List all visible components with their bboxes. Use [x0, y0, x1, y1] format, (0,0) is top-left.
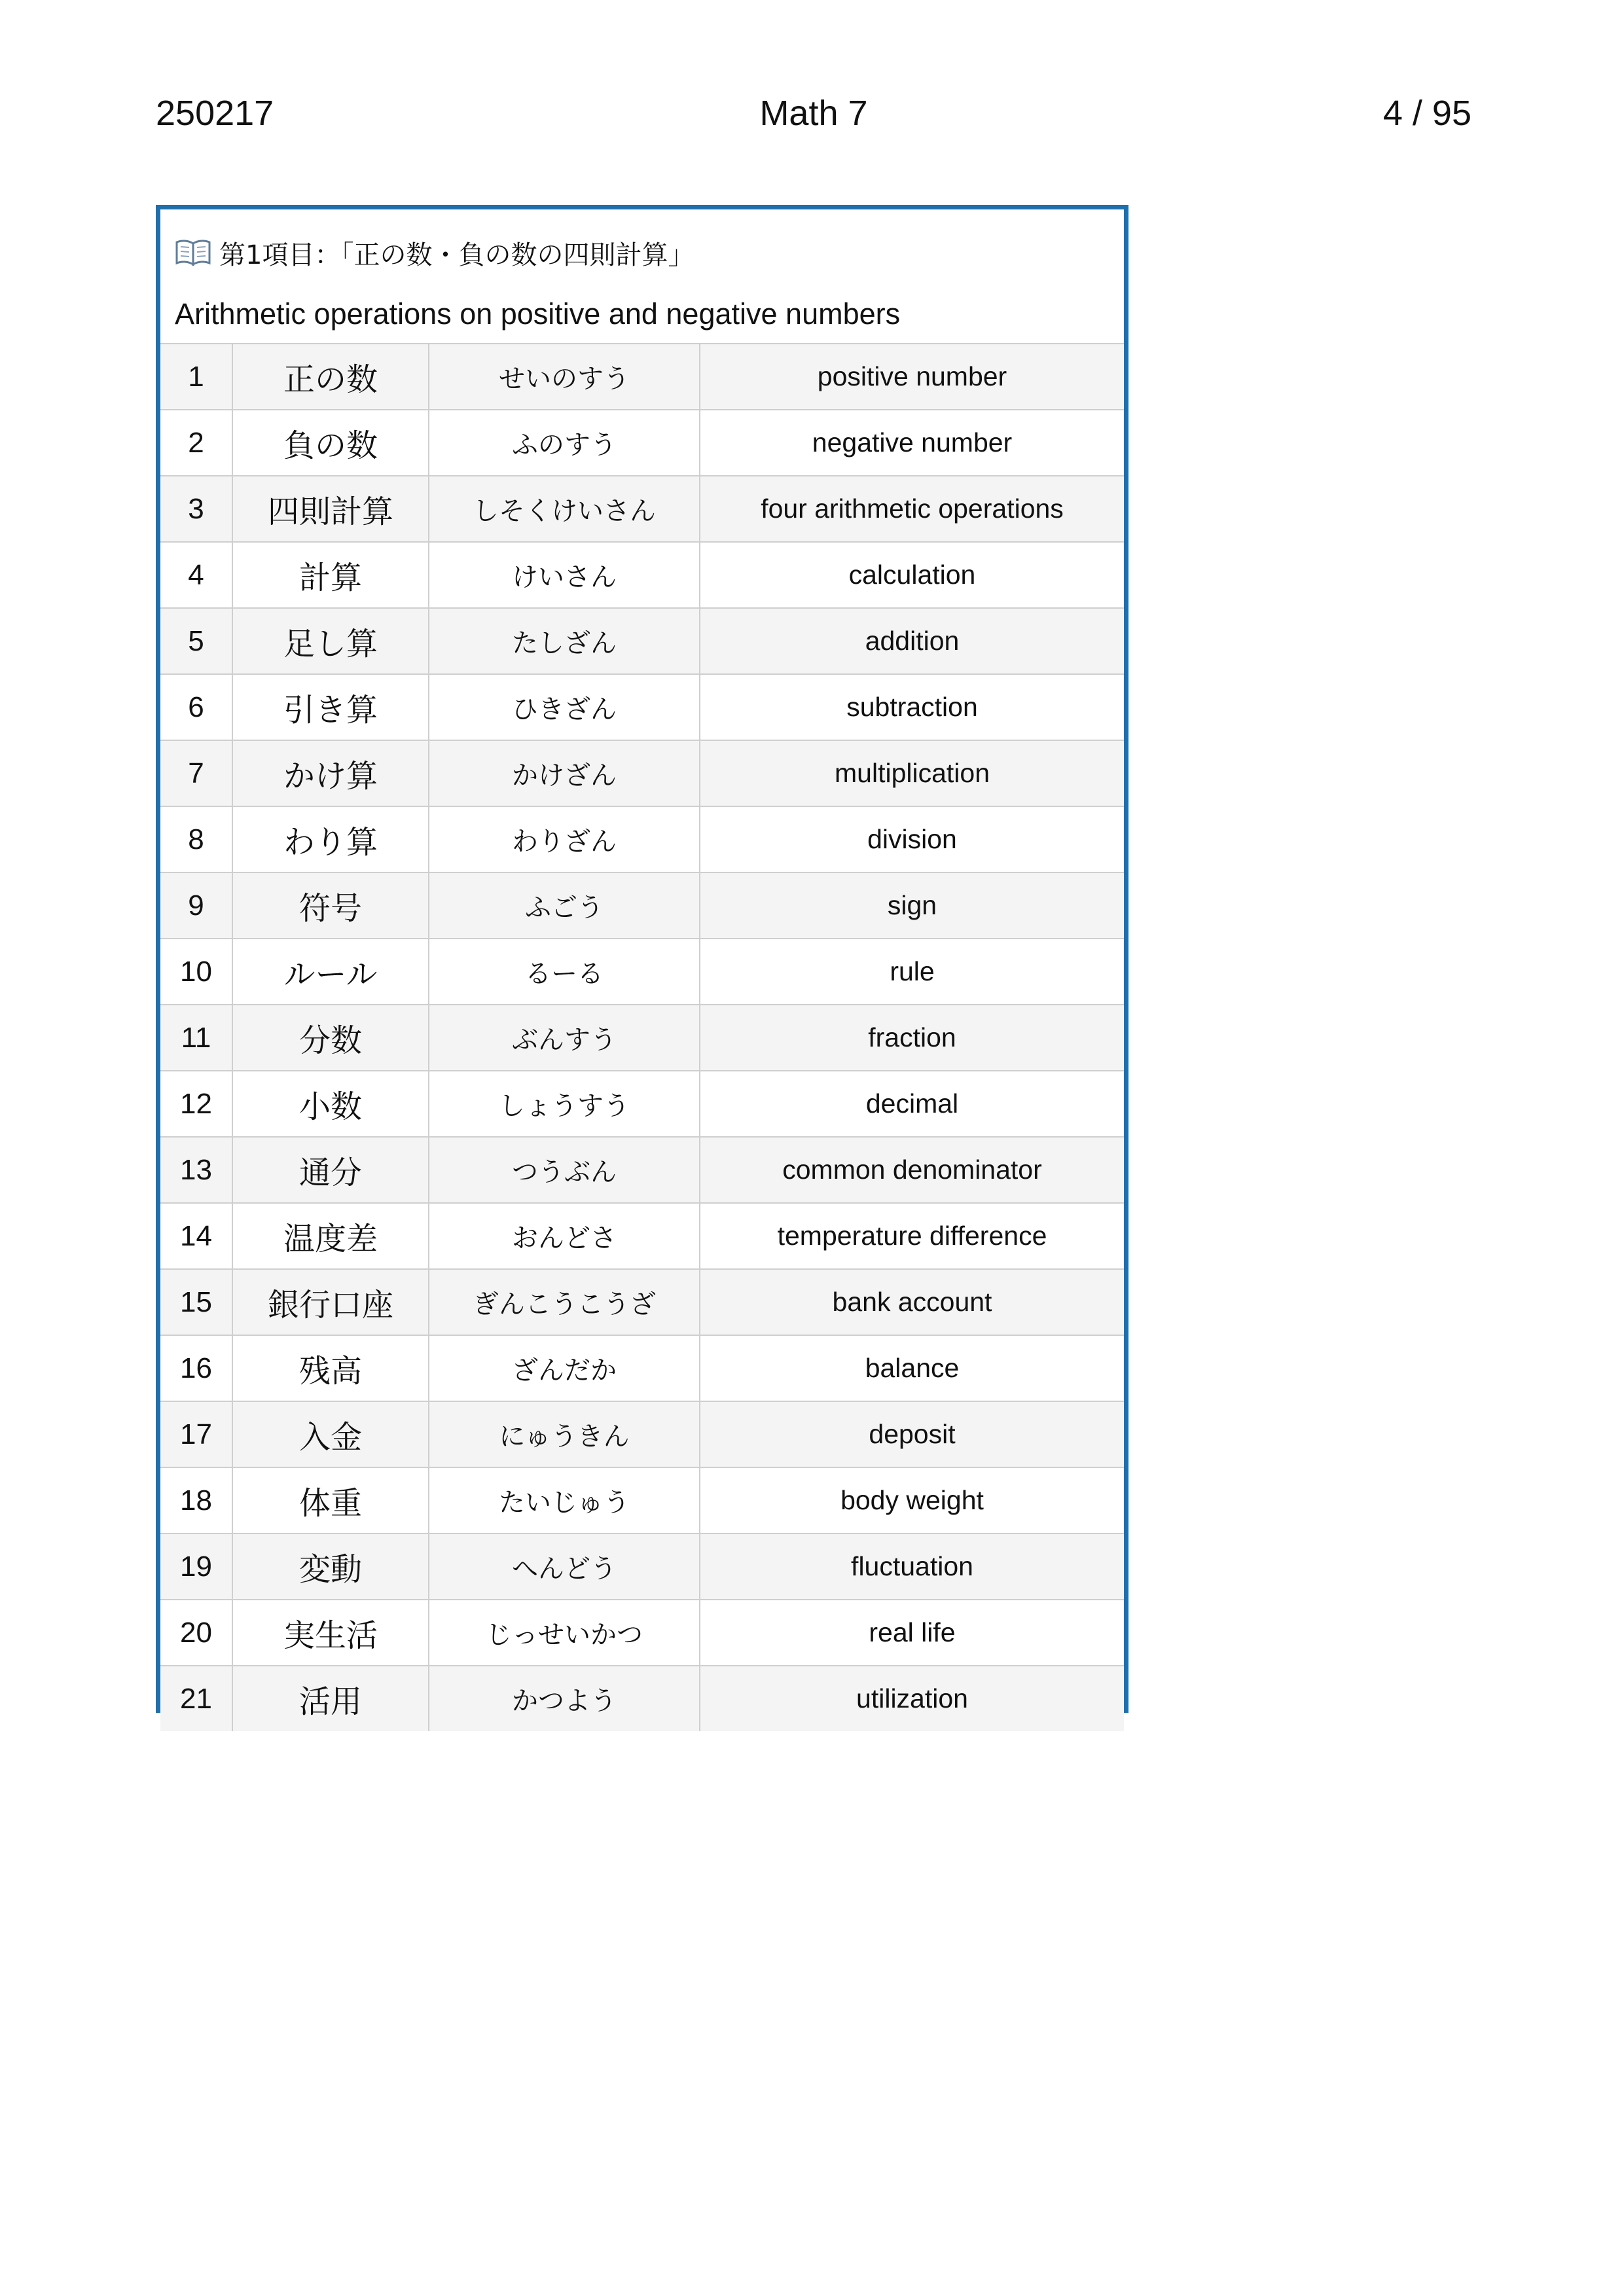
header-title: Math 7 [759, 94, 868, 133]
table-row [160, 1269, 1124, 1335]
japanese-term: 小数 [232, 1071, 429, 1137]
row-number: 6 [160, 674, 232, 740]
hiragana-reading: たいじゅう [429, 1467, 700, 1534]
hiragana-reading: ざんだか [429, 1335, 700, 1401]
english-translation: multiplication [700, 740, 1124, 806]
japanese-term: 活用 [232, 1666, 429, 1731]
row-number: 15 [160, 1269, 232, 1335]
japanese-term: 変動 [232, 1534, 429, 1600]
table-row [160, 806, 1124, 872]
hiragana-reading: せいのすう [429, 344, 700, 410]
row-number: 4 [160, 542, 232, 608]
table-row [160, 542, 1124, 608]
japanese-term: 足し算 [232, 608, 429, 674]
english-translation: calculation [700, 542, 1124, 608]
hiragana-reading: かけざん [429, 740, 700, 806]
hiragana-reading: へんどう [429, 1534, 700, 1600]
hiragana-reading: おんどさ [429, 1203, 700, 1269]
japanese-term: 通分 [232, 1137, 429, 1203]
english-translation: body weight [700, 1467, 1124, 1534]
japanese-term: 負の数 [232, 410, 429, 476]
row-number: 11 [160, 1005, 232, 1071]
open-book-icon [175, 238, 211, 267]
table-row [160, 1467, 1124, 1534]
section-subtitle: Arithmetic operations on positive and negative numbers [175, 297, 901, 331]
table-row [160, 1600, 1124, 1666]
hiragana-reading: じっせいかつ [429, 1600, 700, 1666]
header-page-number: 4 / 95 [1382, 94, 1471, 133]
japanese-term: 体重 [232, 1467, 429, 1534]
row-number: 20 [160, 1600, 232, 1666]
english-translation: common denominator [700, 1137, 1124, 1203]
english-translation: positive number [700, 344, 1124, 410]
row-number: 7 [160, 740, 232, 806]
row-number: 19 [160, 1534, 232, 1600]
english-translation: balance [700, 1335, 1124, 1401]
row-number: 14 [160, 1203, 232, 1269]
table-row [160, 1666, 1124, 1731]
table-row [160, 939, 1124, 1005]
english-translation: bank account [700, 1269, 1124, 1335]
row-number: 16 [160, 1335, 232, 1401]
table-row [160, 872, 1124, 939]
table-row [160, 1005, 1124, 1071]
japanese-term: 引き算 [232, 674, 429, 740]
japanese-term: 実生活 [232, 1600, 429, 1666]
english-translation: utilization [700, 1666, 1124, 1731]
english-translation: division [700, 806, 1124, 872]
japanese-term: 四則計算 [232, 476, 429, 542]
row-number: 2 [160, 410, 232, 476]
hiragana-reading: しそくけいさん [429, 476, 700, 542]
english-translation: addition [700, 608, 1124, 674]
table-row [160, 1071, 1124, 1137]
vocabulary-table [160, 343, 1124, 1731]
japanese-term: 温度差 [232, 1203, 429, 1269]
japanese-term: ルール [232, 939, 429, 1005]
table-row [160, 1401, 1124, 1467]
vocabulary-table-body [160, 344, 1124, 1731]
row-number: 17 [160, 1401, 232, 1467]
english-translation: deposit [700, 1401, 1124, 1467]
japanese-term: わり算 [232, 806, 429, 872]
japanese-term: 正の数 [232, 344, 429, 410]
table-row [160, 674, 1124, 740]
hiragana-reading: わりざん [429, 806, 700, 872]
english-translation: decimal [700, 1071, 1124, 1137]
header-date: 250217 [156, 94, 274, 133]
hiragana-reading: たしざん [429, 608, 700, 674]
section-title: 第1項目：「正の数・負の数の四則計算」 [219, 240, 695, 270]
hiragana-reading: かつよう [429, 1666, 700, 1731]
hiragana-reading: けいさん [429, 542, 700, 608]
english-translation: four arithmetic operations [700, 476, 1124, 542]
english-translation: negative number [700, 410, 1124, 476]
japanese-term: 計算 [232, 542, 429, 608]
row-number: 9 [160, 872, 232, 939]
english-translation: sign [700, 872, 1124, 939]
row-number: 1 [160, 344, 232, 410]
table-row [160, 1137, 1124, 1203]
table-row [160, 344, 1124, 410]
row-number: 8 [160, 806, 232, 872]
hiragana-reading: つうぶん [429, 1137, 700, 1203]
english-translation: rule [700, 939, 1124, 1005]
hiragana-reading: るーる [429, 939, 700, 1005]
table-row [160, 476, 1124, 542]
japanese-term: 分数 [232, 1005, 429, 1071]
japanese-term: 残高 [232, 1335, 429, 1401]
hiragana-reading: ふのすう [429, 410, 700, 476]
table-row [160, 1335, 1124, 1401]
row-number: 21 [160, 1666, 232, 1731]
english-translation: subtraction [700, 674, 1124, 740]
hiragana-reading: ぶんすう [429, 1005, 700, 1071]
row-number: 18 [160, 1467, 232, 1534]
row-number: 12 [160, 1071, 232, 1137]
table-row [160, 1203, 1124, 1269]
section-title-line [175, 229, 1124, 276]
vocabulary-box [156, 205, 1128, 1720]
japanese-term: 符号 [232, 872, 429, 939]
japanese-term: かけ算 [232, 740, 429, 806]
table-row [160, 1534, 1124, 1600]
hiragana-reading: にゅうきん [429, 1401, 700, 1467]
page-header [156, 90, 1471, 136]
row-number: 5 [160, 608, 232, 674]
english-translation: fluctuation [700, 1534, 1124, 1600]
row-number: 3 [160, 476, 232, 542]
section-caption [160, 209, 1124, 343]
hiragana-reading: ぎんこうこうざ [429, 1269, 700, 1335]
hiragana-reading: しょうすう [429, 1071, 700, 1137]
hiragana-reading: ふごう [429, 872, 700, 939]
hiragana-reading: ひきざん [429, 674, 700, 740]
english-translation: real life [700, 1600, 1124, 1666]
row-number: 10 [160, 939, 232, 1005]
japanese-term: 入金 [232, 1401, 429, 1467]
english-translation: temperature difference [700, 1203, 1124, 1269]
table-row [160, 410, 1124, 476]
table-row [160, 608, 1124, 674]
english-translation: fraction [700, 1005, 1124, 1071]
table-row [160, 740, 1124, 806]
row-number: 13 [160, 1137, 232, 1203]
japanese-term: 銀行口座 [232, 1269, 429, 1335]
